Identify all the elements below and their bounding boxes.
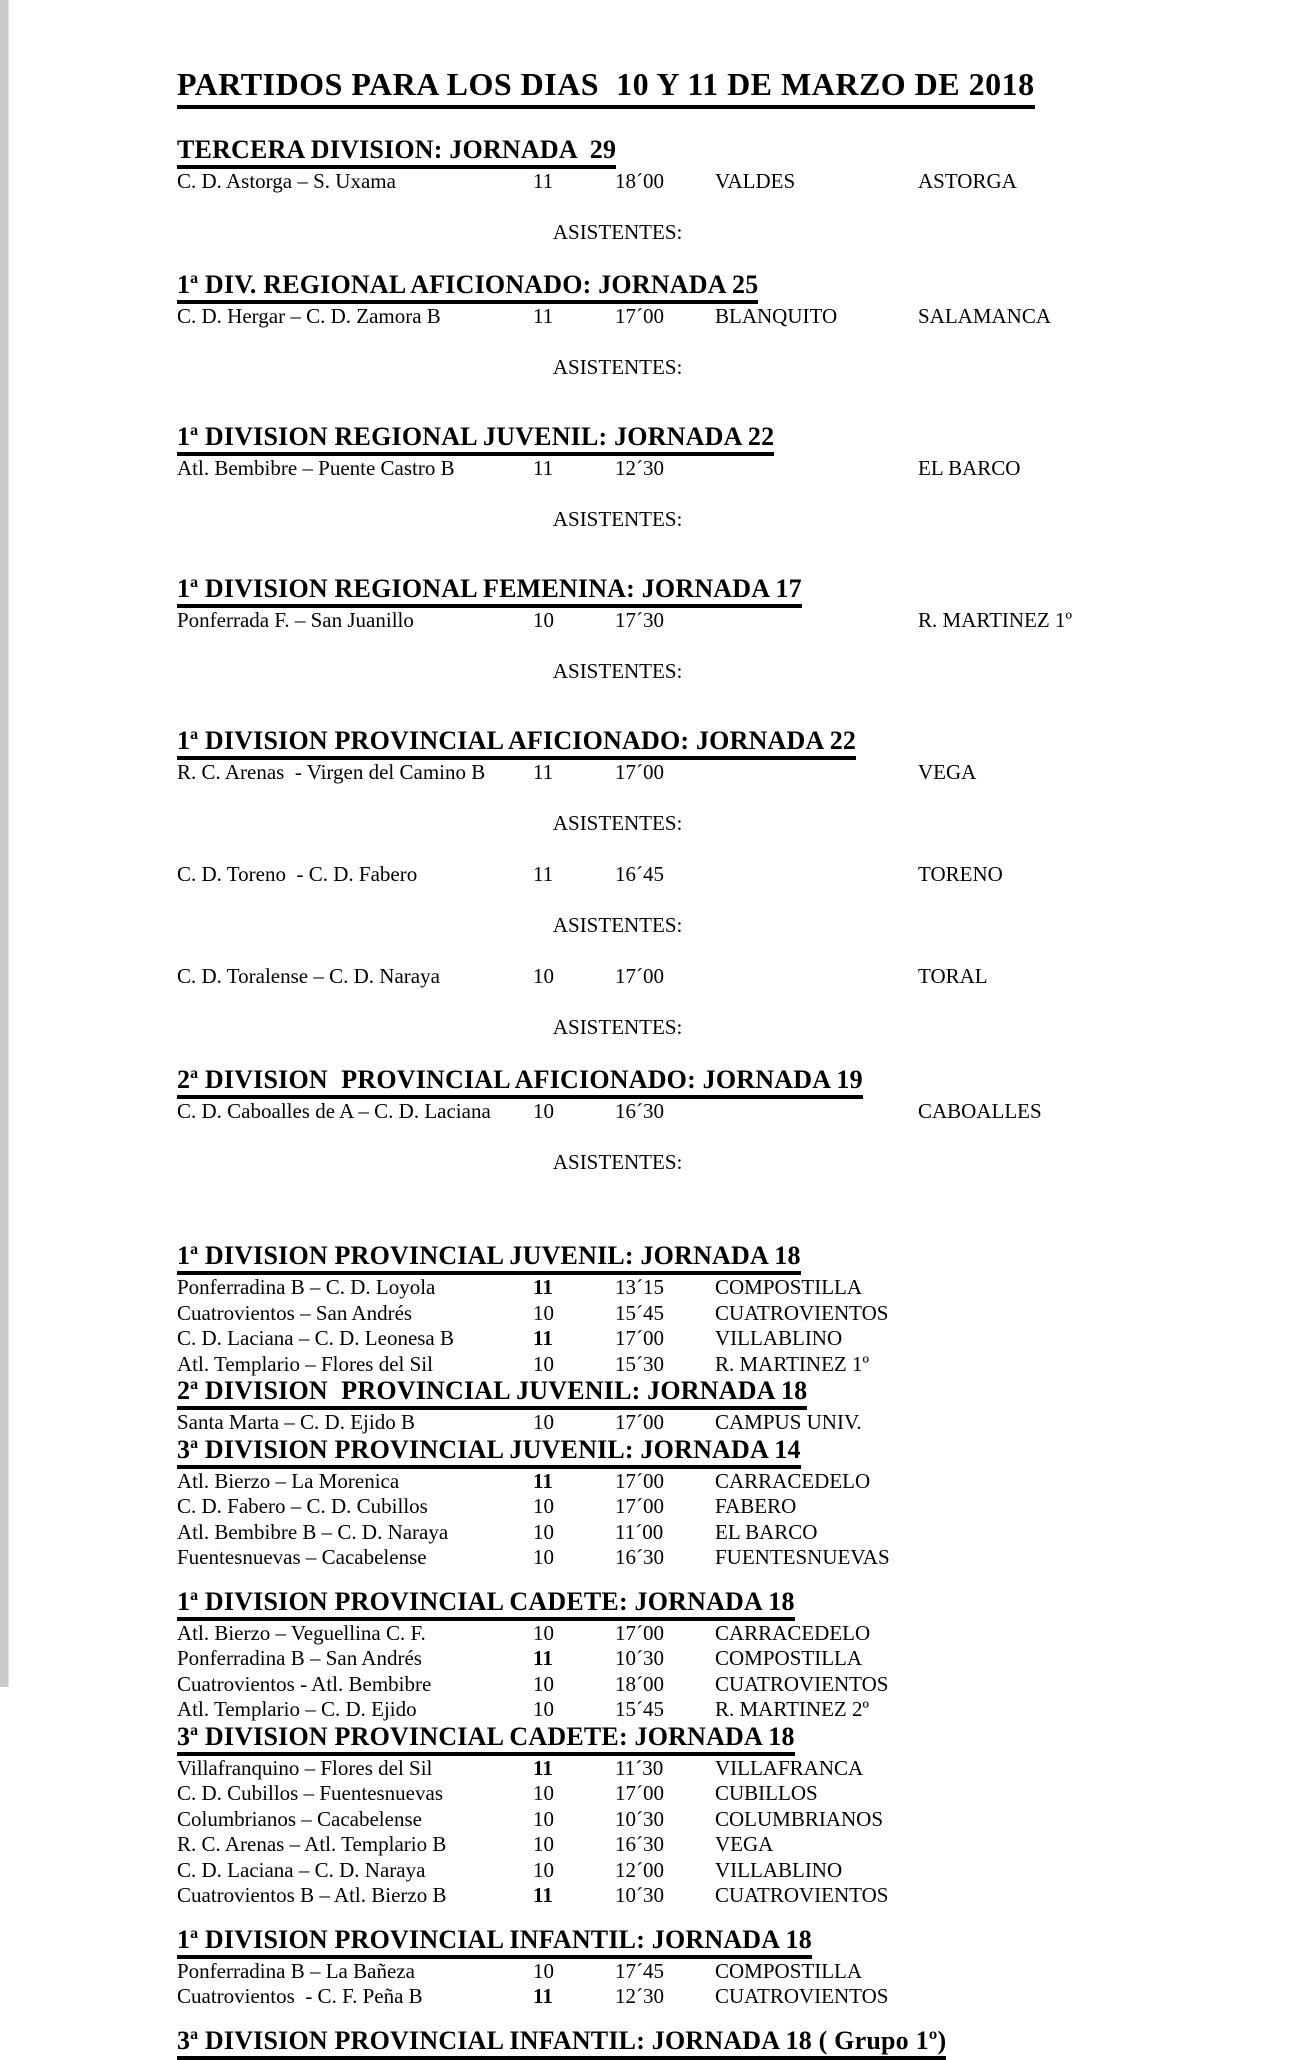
match-empty-cell — [918, 1469, 1267, 1495]
match-time: 17´00 — [615, 1468, 664, 1493]
match-day: 10 — [533, 1958, 554, 1983]
division-heading-text: 1ª DIVISION PROVINCIAL CADETE: JORNADA 18 — [177, 1588, 795, 1621]
match-venue: R. MARTINEZ 2º — [715, 1697, 869, 1721]
division-section — [177, 575, 1267, 710]
division-heading — [177, 727, 1267, 760]
match-teams: C. D. Hergar – C. D. Zamora B — [177, 304, 441, 328]
division-heading — [177, 136, 1267, 169]
match-row — [177, 760, 1267, 786]
match-empty-cell — [918, 1301, 1267, 1327]
division-section — [177, 1377, 1267, 1436]
division-heading — [177, 1588, 1267, 1621]
match-teams: C. D. Toreno - C. D. Fabero — [177, 862, 418, 886]
match-time: 10´30 — [615, 1883, 664, 1907]
match-day: 10 — [533, 1857, 554, 1882]
page-title-text: PARTIDOS PARA LOS DIAS 10 Y 11 DE MARZO DE 2018 — [177, 66, 1035, 109]
division-section — [177, 1588, 1267, 1723]
match-teams: Atl. Bembibre – Puente Castro B — [177, 456, 455, 480]
page-title — [177, 66, 1267, 109]
match-row — [177, 1646, 1267, 1672]
match-venue: CUATROVIENTOS — [715, 1300, 889, 1325]
match-time: 11´00 — [615, 1519, 664, 1544]
division-heading-text: 3ª DIVISION PROVINCIAL JUVENIL: JORNADA 14 — [177, 1436, 801, 1469]
match-time: 15´30 — [615, 1351, 664, 1376]
match-teams: R. C. Arenas – Atl. Templario B — [177, 1832, 447, 1856]
division-heading-text: 1ª DIVISION REGIONAL JUVENIL: JORNADA 22 — [177, 423, 774, 456]
match-row — [177, 964, 1267, 990]
match-empty-cell — [918, 1326, 1267, 1352]
match-venue: VILLABLINO — [715, 1326, 843, 1350]
match-day: 11 — [533, 1275, 553, 1299]
division-heading — [177, 1066, 1267, 1099]
match-venue: CARRACEDELO — [715, 1468, 871, 1493]
match-empty-cell — [918, 1807, 1267, 1833]
division-section — [177, 423, 1267, 558]
division-heading — [177, 423, 1267, 456]
division-section — [177, 2027, 1267, 2060]
match-row — [177, 1832, 1267, 1858]
match-venue: CUATROVIENTOS — [715, 1671, 889, 1696]
match-teams: Ponferradina B – San Andrés — [177, 1646, 422, 1670]
match-venue: CUATROVIENTOS — [715, 1984, 889, 2008]
match-row — [177, 1621, 1267, 1647]
asistentes-label: ASISTENTES: — [552, 811, 683, 835]
division-heading-text: TERCERA DIVISION: JORNADA 29 — [177, 136, 616, 169]
division-heading-text: 1ª DIV. REGIONAL AFICIONADO: JORNADA 25 — [177, 271, 758, 304]
match-rows — [177, 1469, 1267, 1571]
match-day: 11 — [533, 1883, 553, 1907]
match-venue: COLUMBRIANOS — [715, 1806, 884, 1831]
match-venue: CARRACEDELO — [715, 1620, 871, 1645]
match-venue: CUATROVIENTOS — [715, 1883, 889, 1907]
match-teams: Ponferradina B – C. D. Loyola — [177, 1275, 436, 1299]
match-time: 15´45 — [615, 1697, 664, 1721]
asistentes-row — [177, 482, 1267, 559]
match-empty-cell — [918, 1756, 1267, 1782]
match-rows — [177, 1959, 1267, 2010]
match-empty-cell — [918, 1410, 1267, 1436]
match-day: 10 — [533, 1620, 554, 1645]
match-referee: BLANQUITO — [715, 304, 838, 328]
match-time: 17´00 — [615, 1620, 664, 1645]
division-heading — [177, 1436, 1267, 1469]
match-referee — [715, 964, 918, 990]
match-rows — [177, 169, 1267, 271]
asistentes-row — [177, 330, 1267, 407]
match-venue: VILLABLINO — [715, 1857, 843, 1882]
division-section — [177, 271, 1267, 406]
match-rows — [177, 1621, 1267, 1723]
match-time: 17´00 — [615, 964, 664, 988]
match-row — [177, 608, 1267, 634]
match-time: 17´30 — [615, 608, 664, 632]
match-row — [177, 1410, 1267, 1436]
match-venue: EL BARCO — [918, 456, 1021, 480]
division-section — [177, 1436, 1267, 1571]
match-referee — [715, 456, 918, 482]
match-day: 11 — [533, 862, 554, 886]
asistentes-row — [177, 1125, 1267, 1202]
match-venue: COMPOSTILLA — [715, 1275, 863, 1299]
match-day: 10 — [533, 1697, 554, 1721]
match-teams: C. D. Caboalles de A – C. D. Laciana — [177, 1099, 491, 1123]
match-rows — [177, 760, 1267, 1066]
match-referee: VALDES — [715, 169, 796, 193]
match-row — [177, 1858, 1267, 1884]
document-page — [177, 66, 1267, 2060]
match-row — [177, 1469, 1267, 1495]
match-row — [177, 1959, 1267, 1985]
division-heading — [177, 1377, 1267, 1410]
match-venue: CUBILLOS — [715, 1781, 818, 1805]
match-venue: CABOALLES — [918, 1099, 1042, 1123]
match-empty-cell — [918, 1545, 1267, 1571]
match-referee — [715, 608, 918, 634]
match-time: 17´00 — [615, 304, 664, 328]
match-empty-cell — [918, 1697, 1267, 1723]
match-row — [177, 1697, 1267, 1723]
match-rows — [177, 1275, 1267, 1377]
asistentes-row — [177, 990, 1267, 1067]
match-day: 10 — [533, 1806, 554, 1831]
match-teams: Cuatrovientos - C. F. Peña B — [177, 1984, 423, 2008]
division-heading-text: 1ª DIVISION PROVINCIAL JUVENIL: JORNADA 18 — [177, 1242, 801, 1275]
match-day: 10 — [533, 608, 554, 632]
division-section — [177, 1723, 1267, 1909]
match-venue: EL BARCO — [715, 1519, 818, 1544]
match-teams: Cuatrovientos - Atl. Bembibre — [177, 1671, 432, 1696]
match-day: 10 — [533, 1494, 554, 1518]
match-time: 18´00 — [615, 1671, 664, 1696]
match-day: 11 — [533, 760, 554, 784]
match-venue: ASTORGA — [918, 169, 1017, 193]
match-day: 10 — [533, 1545, 554, 1569]
match-venue: VEGA — [715, 1832, 774, 1856]
division-heading-text: 3ª DIVISION PROVINCIAL INFANTIL: JORNADA 18 ( Grupo 1º) — [177, 2027, 946, 2060]
match-referee — [715, 862, 918, 888]
match-row — [177, 1494, 1267, 1520]
match-venue: TORAL — [918, 964, 988, 988]
match-venue: R. MARTINEZ 1º — [918, 608, 1072, 632]
match-day: 11 — [533, 304, 554, 328]
match-empty-cell — [918, 1494, 1267, 1520]
match-rows — [177, 608, 1267, 710]
match-teams: Atl. Templario – Flores del Sil — [177, 1351, 433, 1376]
asistentes-label: ASISTENTES: — [552, 1150, 683, 1174]
match-teams: Ponferradina B – La Bañeza — [177, 1958, 415, 1983]
match-venue: FABERO — [715, 1494, 797, 1518]
match-teams: C. D. Laciana – C. D. Leonesa B — [177, 1326, 455, 1350]
match-day: 10 — [533, 964, 554, 988]
match-teams: Atl. Templario – C. D. Ejido — [177, 1697, 417, 1721]
match-venue: TORENO — [918, 862, 1003, 886]
match-time: 17´00 — [615, 1326, 664, 1350]
match-teams: C. D. Fabero – C. D. Cubillos — [177, 1494, 428, 1518]
match-teams: Atl. Bierzo – La Morenica — [177, 1468, 400, 1493]
match-teams: C. D. Laciana – C. D. Naraya — [177, 1857, 426, 1882]
match-time: 16´30 — [615, 1099, 664, 1123]
match-venue: COMPOSTILLA — [715, 1646, 863, 1670]
match-row — [177, 456, 1267, 482]
asistentes-label: ASISTENTES: — [552, 220, 683, 244]
match-row — [177, 1756, 1267, 1782]
match-day: 10 — [533, 1351, 554, 1376]
match-row — [177, 1781, 1267, 1807]
match-teams: C. D. Cubillos – Fuentesnuevas — [177, 1781, 443, 1805]
match-time: 15´45 — [615, 1300, 664, 1325]
division-heading — [177, 1926, 1267, 1959]
division-heading — [177, 2027, 1267, 2060]
match-row — [177, 1807, 1267, 1833]
match-teams: Ponferrada F. – San Juanillo — [177, 608, 414, 632]
division-section — [177, 1926, 1267, 2010]
match-row — [177, 1275, 1267, 1301]
division-section — [177, 136, 1267, 271]
match-teams: Villafranquino – Flores del Sil — [177, 1755, 433, 1780]
match-time: 16´30 — [615, 1832, 664, 1856]
match-referee — [715, 1099, 918, 1125]
match-row — [177, 1883, 1267, 1909]
match-time: 12´30 — [615, 1984, 664, 2008]
match-day: 10 — [533, 1781, 554, 1805]
match-teams: Santa Marta – C. D. Ejido B — [177, 1410, 415, 1434]
match-day: 11 — [533, 1646, 553, 1670]
match-teams: Cuatrovientos – San Andrés — [177, 1300, 413, 1325]
asistentes-label: ASISTENTES: — [552, 913, 683, 937]
match-day: 11 — [533, 1326, 553, 1350]
match-time: 10´30 — [615, 1806, 664, 1831]
match-referee — [715, 760, 918, 786]
match-rows — [177, 456, 1267, 558]
match-time: 12´00 — [615, 1857, 664, 1882]
match-day: 11 — [533, 1468, 553, 1493]
match-teams: Atl. Bierzo – Veguellina C. F. — [177, 1620, 426, 1645]
match-day: 10 — [533, 1519, 554, 1544]
asistentes-label: ASISTENTES: — [552, 1015, 683, 1039]
division-heading — [177, 1723, 1267, 1756]
match-time: 17´00 — [615, 760, 664, 784]
match-empty-cell — [918, 1520, 1267, 1546]
match-empty-cell — [918, 1984, 1267, 2010]
match-teams: Cuatrovientos B – Atl. Bierzo B — [177, 1883, 447, 1907]
match-empty-cell — [918, 1275, 1267, 1301]
match-row — [177, 1545, 1267, 1571]
match-day: 10 — [533, 1099, 554, 1123]
match-teams: C. D. Toralense – C. D. Naraya — [177, 964, 440, 988]
match-empty-cell — [918, 1781, 1267, 1807]
match-empty-cell — [918, 1646, 1267, 1672]
match-day: 11 — [533, 1984, 553, 2008]
division-heading-text: 3ª DIVISION PROVINCIAL CADETE: JORNADA 18 — [177, 1723, 795, 1756]
match-teams: C. D. Astorga – S. Uxama — [177, 169, 396, 193]
asistentes-label: ASISTENTES: — [552, 507, 683, 531]
match-venue: COMPOSTILLA — [715, 1958, 863, 1983]
match-day: 11 — [533, 456, 554, 480]
match-row — [177, 169, 1267, 195]
division-section — [177, 1242, 1267, 1377]
asistentes-row — [177, 786, 1267, 863]
match-empty-cell — [918, 1832, 1267, 1858]
match-venue: VILLAFRANCA — [715, 1755, 864, 1780]
match-row — [177, 1099, 1267, 1125]
match-day: 10 — [533, 1832, 554, 1856]
match-row — [177, 1520, 1267, 1546]
match-day: 10 — [533, 1410, 554, 1434]
match-time: 16´45 — [615, 862, 664, 886]
match-teams: Fuentesnuevas – Cacabelense — [177, 1545, 427, 1569]
sections-container — [177, 136, 1267, 2060]
match-row — [177, 1984, 1267, 2010]
match-time: 17´00 — [615, 1494, 664, 1518]
match-time: 18´00 — [615, 169, 664, 193]
division-heading — [177, 271, 1267, 304]
match-row — [177, 1326, 1267, 1352]
match-empty-cell — [918, 1672, 1267, 1698]
division-heading-text: 2ª DIVISION PROVINCIAL AFICIONADO: JORNADA 19 — [177, 1066, 863, 1099]
asistentes-row — [177, 195, 1267, 272]
match-time: 17´00 — [615, 1781, 664, 1805]
match-teams: R. C. Arenas - Virgen del Camino B — [177, 760, 486, 784]
match-empty-cell — [918, 1883, 1267, 1909]
match-day: 11 — [533, 1755, 553, 1780]
match-empty-cell — [918, 1352, 1267, 1378]
match-day: 10 — [533, 1671, 554, 1696]
asistentes-row — [177, 888, 1267, 965]
asistentes-label: ASISTENTES: — [552, 355, 683, 379]
match-time: 13´15 — [615, 1275, 664, 1299]
match-empty-cell — [918, 1959, 1267, 1985]
match-rows — [177, 1099, 1267, 1201]
match-venue: R. MARTINEZ 1º — [715, 1351, 869, 1376]
match-rows — [177, 1756, 1267, 1909]
match-row — [177, 862, 1267, 888]
match-time: 10´30 — [615, 1646, 664, 1670]
match-empty-cell — [918, 1858, 1267, 1884]
division-heading — [177, 1242, 1267, 1275]
asistentes-label: ASISTENTES: — [552, 659, 683, 683]
division-heading — [177, 575, 1267, 608]
division-section — [177, 727, 1267, 1066]
match-row — [177, 1301, 1267, 1327]
match-venue: SALAMANCA — [918, 304, 1052, 328]
match-day: 11 — [533, 169, 554, 193]
division-section — [177, 1066, 1267, 1201]
match-rows — [177, 304, 1267, 406]
match-row — [177, 1672, 1267, 1698]
match-time: 17´00 — [615, 1410, 664, 1434]
match-empty-cell — [918, 1621, 1267, 1647]
match-time: 11´30 — [615, 1755, 664, 1780]
match-teams: Columbrianos – Cacabelense — [177, 1806, 422, 1831]
match-time: 16´30 — [615, 1545, 664, 1569]
match-time: 12´30 — [615, 456, 664, 480]
match-row — [177, 304, 1267, 330]
match-row — [177, 1352, 1267, 1378]
asistentes-row — [177, 634, 1267, 711]
match-venue: FUENTESNUEVAS — [715, 1545, 890, 1569]
match-venue: VEGA — [918, 760, 977, 784]
division-heading-text: 1ª DIVISION PROVINCIAL AFICIONADO: JORNADA 22 — [177, 727, 856, 760]
match-rows — [177, 1410, 1267, 1436]
division-heading-text: 2ª DIVISION PROVINCIAL JUVENIL: JORNADA 18 — [177, 1377, 807, 1410]
division-heading-text: 1ª DIVISION PROVINCIAL INFANTIL: JORNADA 18 — [177, 1926, 812, 1959]
scanner-edge-artifact — [0, 0, 9, 1687]
division-heading-text: 1ª DIVISION REGIONAL FEMENINA: JORNADA 17 — [177, 575, 802, 608]
match-teams: Atl. Bembibre B – C. D. Naraya — [177, 1519, 449, 1544]
match-day: 10 — [533, 1300, 554, 1325]
match-time: 17´45 — [615, 1958, 664, 1983]
match-venue: CAMPUS UNIV. — [715, 1410, 862, 1434]
